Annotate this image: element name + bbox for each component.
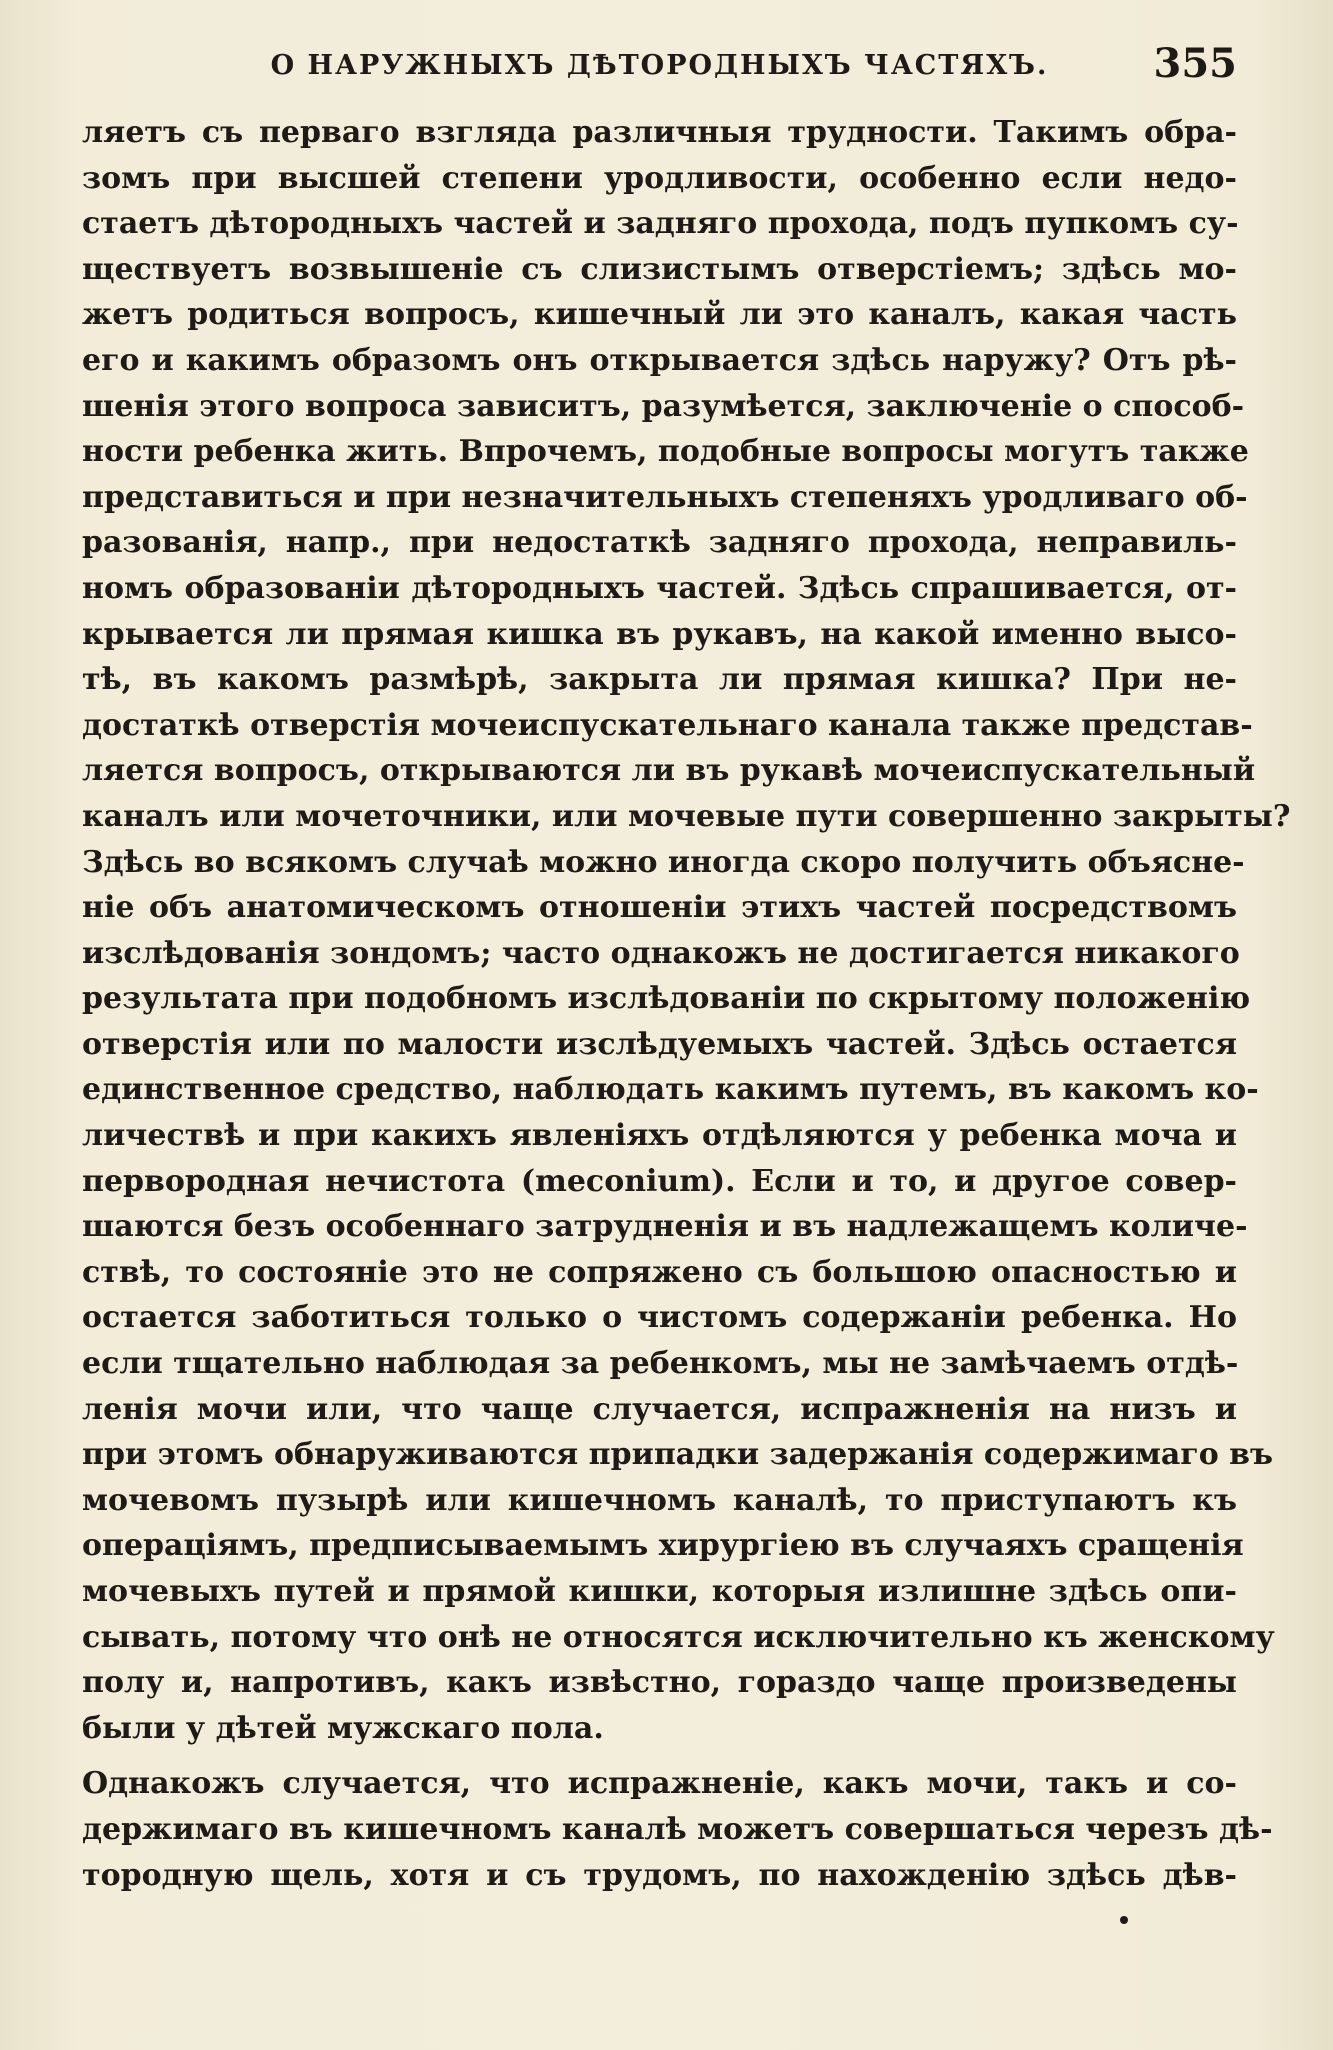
text-line: зомъ при высшей степени уродливости, особенно если недо- xyxy=(82,160,1237,196)
body-text xyxy=(82,110,1291,1898)
text-line: его и какимъ образомъ онъ открывается здѣсь наружу? Отъ рѣ- xyxy=(82,342,1237,378)
page-number: 355 xyxy=(1153,40,1237,87)
text-line: при этомъ обнаруживаются припадки задержанія содержимаго въ xyxy=(82,1437,1274,1473)
text-line: если тщательно наблюдая за ребенкомъ, мы не замѣчаемъ отдѣ- xyxy=(82,1346,1239,1382)
text-line: ности ребенка жить. Впрочемъ, подобные вопросы могутъ также xyxy=(82,434,1249,470)
text-line: мочевыхъ путей и прямой кишки, которыя излишне здѣсь опи- xyxy=(82,1574,1237,1609)
text-line: ляется вопросъ, открываются ли въ рукавѣ мочеиспускательный xyxy=(82,753,1256,789)
text-line: первородная нечистота (meconium). Если и то, и другое совер- xyxy=(82,1163,1237,1199)
text-line: отверстія или по малости изслѣдуемыхъ частей. Здѣсь остается xyxy=(82,1026,1237,1062)
text-line: ствѣ, то состояніе это не сопряжено съ большою опасностью и xyxy=(82,1254,1237,1290)
ink-dot xyxy=(1120,1916,1128,1924)
paragraph xyxy=(82,1761,1273,1898)
page-header xyxy=(82,40,1237,90)
text-line: представиться и при незначительныхъ степеняхъ уродливаго об- xyxy=(82,479,1248,515)
text-line: каналъ или мочеточники, или мочевые пути совершенно закрыты? xyxy=(82,798,1291,834)
text-line: Однакожъ случается, что испражненіе, какъ мочи, такъ и со- xyxy=(82,1766,1237,1802)
running-title: О НАРУЖНЫХЪ ДѢТОРОДНЫХЪ ЧАСТЯХЪ. xyxy=(270,50,1049,81)
text-line: крывается ли прямая кишка въ рукавъ, на какой именно высо- xyxy=(82,616,1237,652)
text-line: ществуетъ возвышеніе съ слизистымъ отверстіемъ; здѣсь мо- xyxy=(82,251,1237,287)
text-line: стаетъ дѣтородныхъ частей и задняго прохода, подъ пупкомъ су- xyxy=(82,206,1239,242)
text-line: были у дѣтей мужскаго пола. xyxy=(82,1710,604,1746)
text-line: тородную щель, хотя и съ трудомъ, по нахожденію здѣсь дѣв- xyxy=(82,1857,1237,1893)
text-line: жетъ родиться вопросъ, кишечный ли это каналъ, какая часть xyxy=(82,297,1237,333)
text-line: номъ образованіи дѣтородныхъ частей. Здѣсь спрашивается, от- xyxy=(82,570,1237,606)
paragraph-gap xyxy=(82,1751,1237,1761)
text-line: ніе объ анатомическомъ отношеніи этихъ частей посредствомъ xyxy=(82,890,1237,926)
text-line: результата при подобномъ изслѣдованіи по скрытому положенію xyxy=(82,981,1251,1017)
text-line: единственное средство, наблюдать какимъ путемъ, въ какомъ ко- xyxy=(82,1072,1259,1108)
text-line: мочевомъ пузырѣ или кишечномъ каналѣ, то приступаютъ къ xyxy=(82,1482,1237,1518)
text-line: личествѣ и при какихъ явленіяхъ отдѣляются у ребенка моча и xyxy=(82,1118,1237,1154)
paragraph xyxy=(82,110,1291,1751)
text-line: Здѣсь во всякомъ случаѣ можно иногда скоро получить объясне- xyxy=(82,844,1245,880)
text-line: ляетъ съ перваго взгляда различныя трудности. Такимъ обра- xyxy=(82,115,1237,150)
text-line: разованія, напр., при недостаткѣ задняго прохода, неправиль- xyxy=(82,525,1237,561)
text-line: операціямъ, предписываемымъ хирургіею въ случаяхъ сращенія xyxy=(82,1528,1244,1564)
text-line: ленія мочи или, что чаще случается, испражненія на низъ и xyxy=(82,1391,1237,1427)
text-line: шенія этого вопроса зависитъ, разумѣется, заключеніе о способ- xyxy=(82,388,1245,424)
text-line: достаткѣ отверстія мочеиспускательнаго канала также представ- xyxy=(82,707,1253,743)
text-line: полу и, напротивъ, какъ извѣстно, гораздо чаще произведены xyxy=(82,1665,1237,1701)
text-line: тѣ, въ какомъ размѣрѣ, закрыта ли прямая кишка? При не- xyxy=(82,662,1237,698)
text-line: держимаго въ кишечномъ каналѣ можетъ совершаться черезъ дѣ- xyxy=(82,1811,1273,1847)
text-line: шаются безъ особеннаго затрудненія и въ надлежащемъ количе- xyxy=(82,1209,1248,1245)
text-line: сывать, потому что онѣ не относятся исключительно къ женскому xyxy=(82,1619,1275,1655)
text-line: остается заботиться только о чистомъ содержаніи ребенка. Но xyxy=(82,1300,1237,1336)
text-line: изслѣдованія зондомъ; часто однакожъ не достигается никакого xyxy=(82,935,1240,971)
